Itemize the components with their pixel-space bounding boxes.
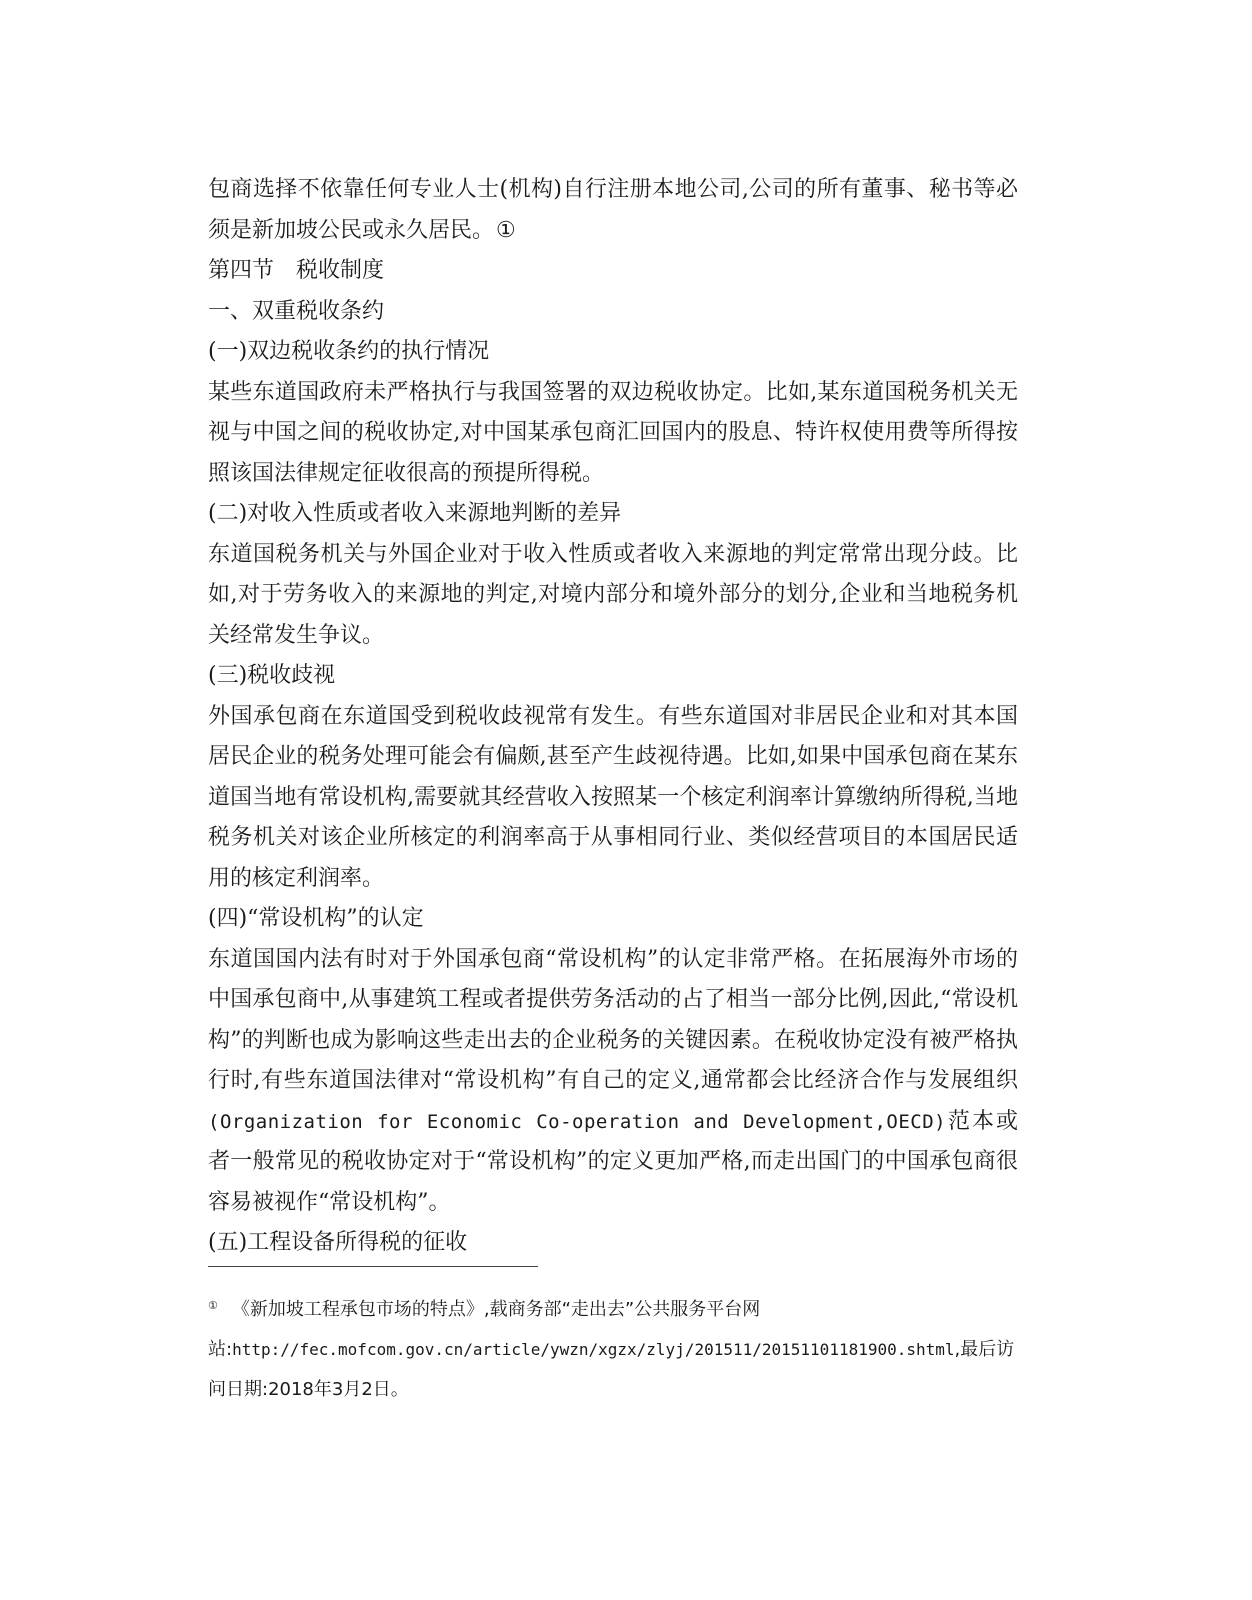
item-heading: (三)税收歧视	[208, 663, 336, 688]
body-text	[208, 170, 1018, 1264]
footnote	[208, 1290, 1018, 1410]
paragraph-continuation	[208, 170, 1018, 251]
item-heading: (四)“常设机构”的认定	[208, 906, 424, 931]
item-heading: (一)双边税收条约的执行情况	[208, 339, 490, 364]
footnote-link[interactable]: http://fec.mofcom.gov.cn/article/ywzn/xgzx/zlyj/201511/20151101181900.shtml	[232, 1340, 955, 1359]
footnote-text	[208, 1290, 1018, 1410]
paragraph: 外国承包商在东道国受到税收歧视常有发生。有些东道国对非居民企业和对其本国居民企业的税务处理可能会有偏颇,甚至产生歧视待遇。比如,如果中国承包商在某东道国当地有常设机构,需要就其经营收入按照某一个核定利润率计算缴纳所得税,当地税务机关对该企业所核定的利润率高于从事相同行业、类似经营项目的本国居民适用的核定利润率。	[208, 703, 1018, 891]
footnote-title: 《新加坡工程承包市场的特点》,载商务部“走出去”公共服务平台网站:	[208, 1299, 761, 1360]
subsection-heading: 一、双重税收条约	[208, 298, 385, 324]
section-heading: 第四节 税收制度	[208, 258, 385, 283]
footnote-divider	[208, 1266, 538, 1267]
paragraph-text: 范本或者一般常见的税收协定对于“常设机构”的定义更加严格,而走出国门的中国承包商很容易被视作“常设机构”。	[208, 1108, 1018, 1215]
paragraph-text: 包商选择不依靠任何专业人士(机构)自行注册本地公司,公司的所有董事、秘书等必须是新加坡公民或永久居民。	[208, 177, 1018, 243]
paragraph-text: 东道国国内法有时对于外国承包商“常设机构”的认定非常严格。在拓展海外市场的中国承包商中,从事建筑工程或者提供劳务活动的占了相当一部分比例,因此,“常设机构”的判断也成为影响这些走出去的企业税务的关键因素。在税收协定没有被严格执行时,有些东道国法律对“常设机构”有自己的定义,通常都会比经济合作与发展组织	[208, 946, 1018, 1093]
item-heading: (二)对收入性质或者收入来源地判断的差异	[208, 501, 622, 526]
paragraph: 东道国税务机关与外国企业对于收入性质或者收入来源地的判定常常出现分歧。比如,对于劳务收入的来源地的判定,对境内部分和境外部分的划分,企业和当地税务机关经常发生争议。	[208, 541, 1018, 648]
footnote-mark: ①	[208, 1299, 218, 1312]
oecd-name: (Organization for Economic Co-operation and Development,OECD)	[208, 1110, 947, 1133]
paragraph: 某些东道国政府未严格执行与我国签署的双边税收协定。比如,某东道国税务机关无视与中国之间的税收协定,对中国某承包商汇回国内的股息、特许权使用费等所得按照该国法律规定征收很高的预提所得税。	[208, 379, 1018, 486]
footnote-tail: ,最后访问日期:2018年3月2日。	[208, 1339, 1015, 1400]
paragraph	[208, 940, 1018, 1224]
footnote-reference[interactable]: ①	[496, 217, 516, 243]
item-heading: (五)工程设备所得税的征收	[208, 1230, 468, 1255]
